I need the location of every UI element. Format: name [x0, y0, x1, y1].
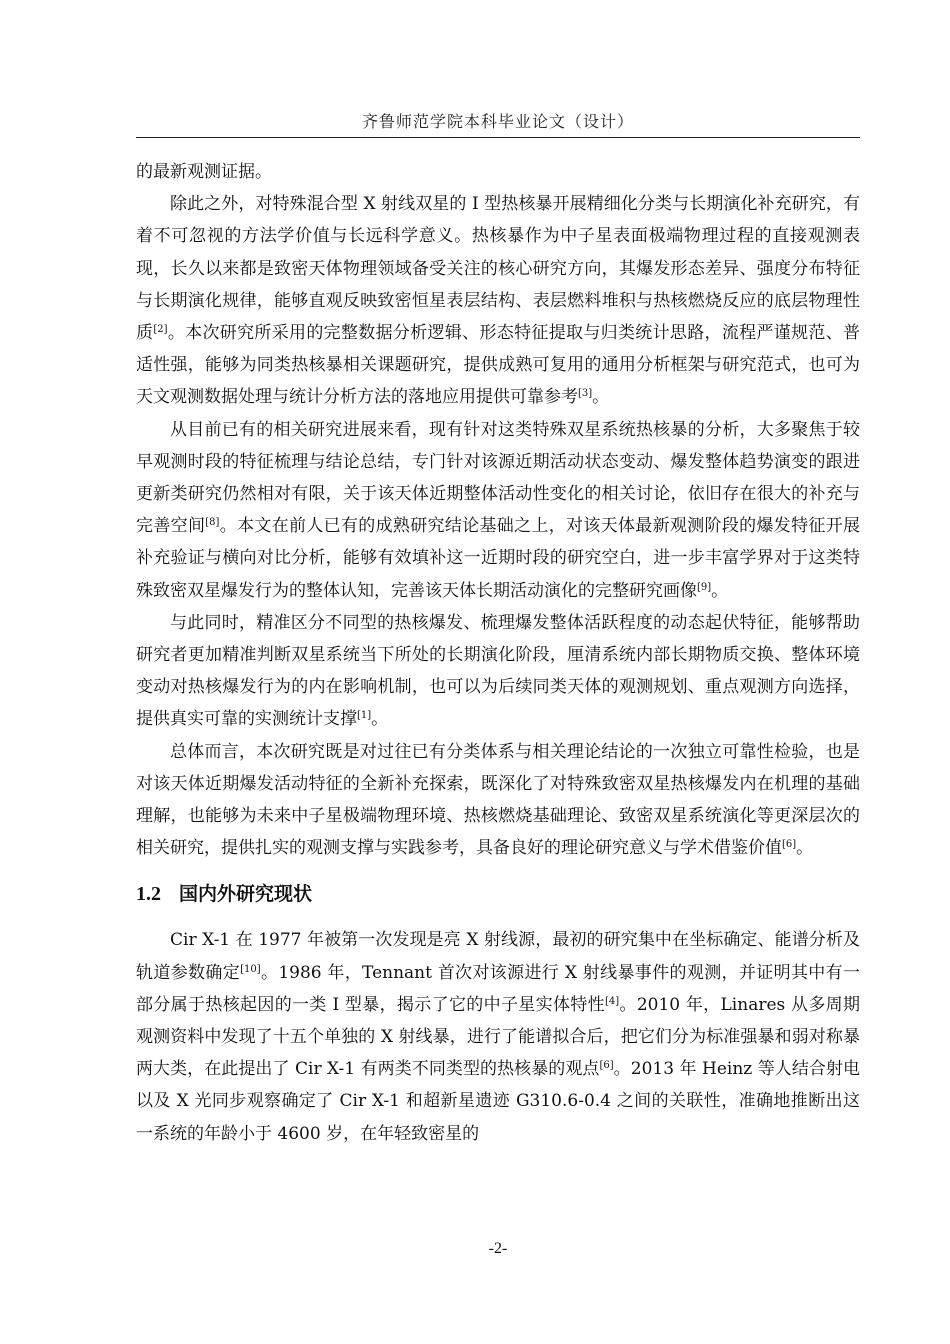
paragraph-text: 。2010 年，Linares 从多周期观测资料中发现了十五个单独的 X 射线暴，进行了能谱拟合后，把它们分为标准强暴和弱对称暴两大类，在此提出了 Cir X-1 有两类不同类型的热核暴的观点 — [136, 994, 860, 1080]
paragraph — [136, 414, 860, 607]
citation-ref: [9] — [697, 581, 712, 593]
paragraph — [136, 736, 860, 865]
paragraph-continued — [136, 156, 860, 188]
paragraph-text: 。本次研究所采用的完整数据分析逻辑、形态特征提取与归类统计思路，流程严谨规范、普适性强，能够为同类热核暴相关课题研究，提供成熟可复用的通用分析框架与研究范式，也可为天文观测数据处理与统计分析方法的落地应用提供可靠参考 — [136, 323, 861, 408]
paragraph-text: 的最新观测证据。 — [136, 162, 272, 182]
body-text — [136, 156, 860, 1150]
section-heading — [136, 880, 860, 908]
paragraph-text: 。本文在前人已有的成熟研究结论基础之上，对该天体最新观测阶段的爆发特征开展补充验证与横向对比分析，能够有效填补这一近期时段的研究空白，进一步丰富学界对于这类特殊致密双星爆发行为的整体认知，完善该天体长期活动演化的完整研究画像 — [136, 516, 861, 601]
section-title: 国内外研究现状 — [179, 883, 313, 906]
paragraph-text: 除此之外，对特殊混合型 X 射线双星的 I 型热核暴开展精细化分类与长期演化补充研究，有着不可忽视的方法学价值与长远科学意义。热核暴作为中子星表面极端物理过程的直接观测表现，长久以来都是致密天体物理领域备受关注的核心研究方向，其爆发形态差异、强度分布特征与长期演化规律，能够直观反映致密恒星表层结构、表层燃料堆积与热核燃烧反应的底层物理性质 — [136, 194, 860, 344]
citation-ref: [6] — [599, 1060, 614, 1072]
page-number: -2- — [488, 1240, 508, 1257]
citation-ref: [6] — [782, 839, 797, 851]
paragraph — [136, 188, 860, 413]
paragraph-text: 总体而言，本次研究既是对过往已有分类体系与相关理论结论的一次独立可靠性检验，也是对该天体近期爆发活动特征的全新补充探索，既深化了对特殊致密双星热核爆发内在机理的基础理解，也能够为未来中子星极端物理环境、热核燃烧基础理论、致密双星系统演化等更深层次的相关研究，提供扎实的观测支撑与实践参考，具备良好的理论研究意义与学术借鉴价值 — [136, 741, 860, 859]
citation-ref: [10] — [240, 963, 261, 975]
citation-ref: [4] — [604, 995, 620, 1007]
paragraph-text: 与此同时，精准区分不同型的热核爆发、梳理爆发整体活跃程度的动态起伏特征，能够帮助研究者更加精准判断双星系统当下所处的长期演化阶段，厘清系统内部长期物质交换、整体环境变动对热核爆发行为的内在影响机制，也可以为后续同类天体的观测规划、重点观测方向选择，提供真实可靠的实测统计支撑 — [136, 612, 860, 730]
paragraph — [136, 924, 860, 1149]
paragraph-text: 。2013 年 Heinz 等人结合射电以及 X 光同步观察确定了 Cir X-1 和超新星遗迹 G310.6-0.4 之间的关联性，准确地推断出这一系统的年龄小于 4600 岁，在年轻致密星的 — [136, 1059, 861, 1144]
citation-ref: [3] — [578, 388, 593, 400]
paragraph-text: 。 — [371, 709, 389, 730]
citation-ref: [8] — [205, 517, 220, 529]
header-divider — [136, 137, 860, 138]
paragraph-text: 从目前已有的相关研究进展来看，现有针对这类特殊双星系统热核暴的分析，大多聚焦于较早观测时段的特征梳理与结论总结，专门针对该源近期活动状态变动、爆发整体趋势演变的跟进更新类研究仍然相对有限，关于该天体近期整体活动性变化的相关讨论，依旧存在很大的补充与完善空间 — [136, 419, 860, 537]
section-number: 1.2 — [136, 883, 161, 906]
running-header: 齐鲁师范学院本科毕业论文（设计） — [361, 112, 634, 131]
paragraph-text: 。 — [796, 838, 814, 859]
paragraph-text: 。 — [592, 387, 610, 408]
paragraph-text: 。 — [711, 580, 729, 601]
paragraph-text: Cir X-1 在 1977 年被第一次发现是亮 X 射线源，最初的研究集中在坐标确定、能谱分析及轨道参数确定 — [136, 930, 860, 983]
citation-ref: [2] — [153, 324, 168, 336]
paragraph — [136, 607, 860, 736]
citation-ref: [1] — [357, 710, 372, 722]
paragraph-text: 。1986 年，Tennant 首次对该源进行 X 射线暴事件的观测，并证明其中有一部分属于热核起因的一类 I 型暴，揭示了它的中子星实体特性 — [136, 962, 861, 1015]
